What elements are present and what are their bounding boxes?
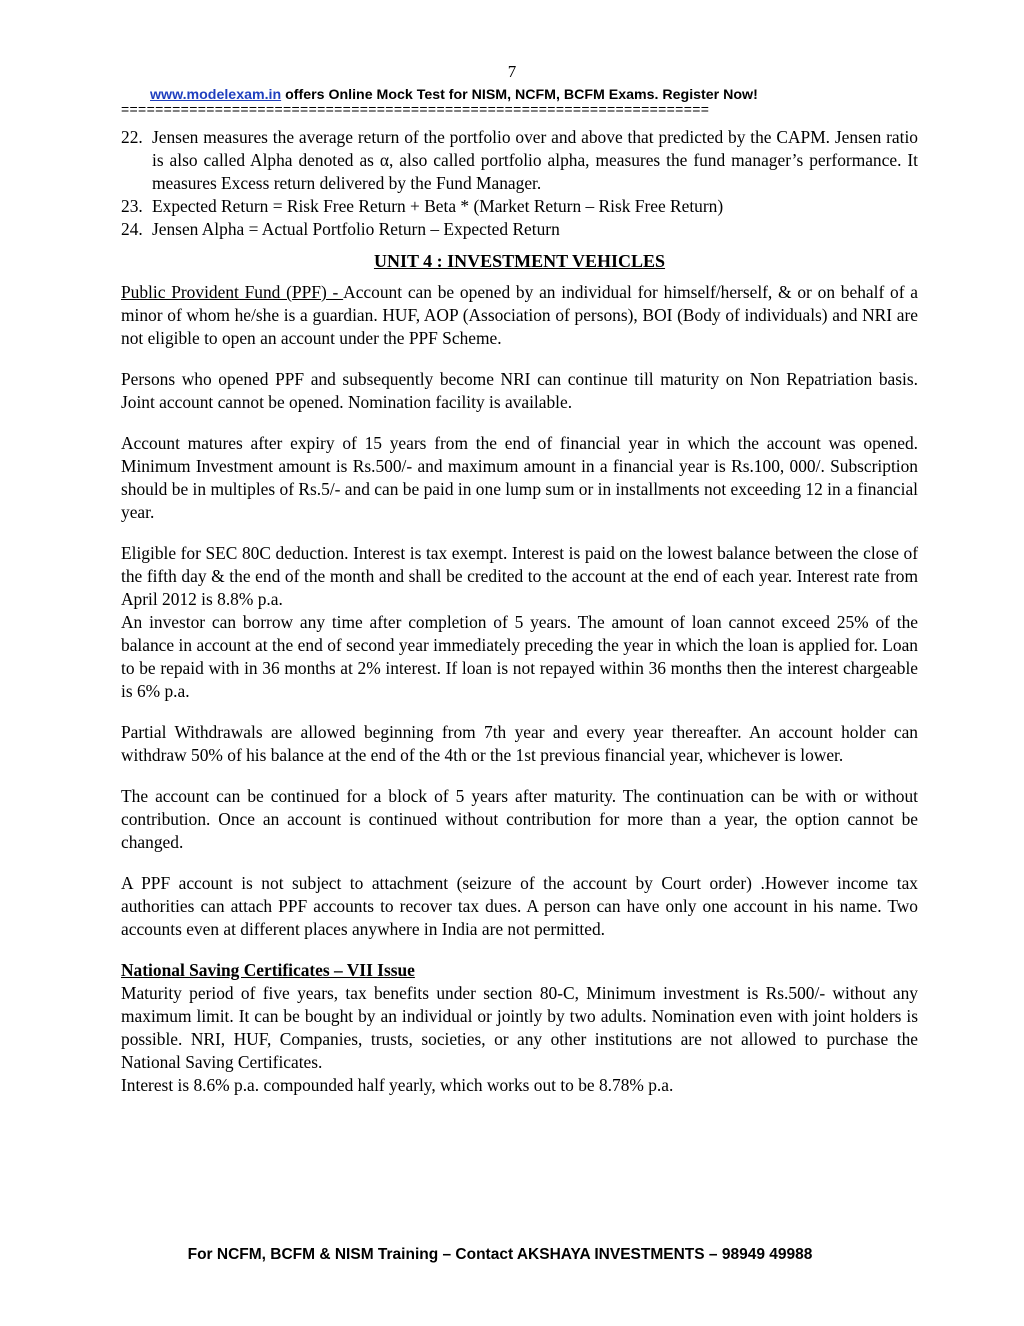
unit-title: UNIT 4 : INVESTMENT VEHICLES <box>373 251 666 271</box>
item-number: 22. <box>121 127 143 147</box>
ppf-tax-paragraph: Eligible for SEC 80C deduction. Interest is tax exempt. Interest is paid on the lowest balance between the close of the fifth day & the end of the month and shall be credited to the account at the end of each year. Interest rate from April 2012 is 8.8% p.a. <box>121 543 918 609</box>
nsc-paragraph: Maturity period of five years, tax benefits under section 80-C, Minimum investment is Rs.500/- without any maximum limit. It can be bought by an individual or jointly by two adults. Nomination even with joint holders is possible. NRI, HUF, Companies, trusts, societies, or any other institutions are not allowed to purchase the National Saving Certificates. <box>121 983 918 1072</box>
list-item <box>121 126 918 195</box>
ppf-nri-paragraph: Persons who opened PPF and subsequently become NRI can continue till maturity on Non Repatriation basis. Joint account cannot be opened. Nomination facility is available. <box>121 369 918 412</box>
header-divider: ===================================================================== <box>121 102 710 116</box>
ppf-loan-paragraph: An investor can borrow any time after completion of 5 years. The amount of loan cannot exceed 25% of the balance in account at the end of second year immediately preceding the year in which the loan is applied for. Loan to be repaid with in 36 months at 2% interest. If loan is not repayed within 36 months then the interest chargeable is 6% p.a. <box>121 612 918 701</box>
item-text: Jensen Alpha = Actual Portfolio Return – Expected Return <box>152 219 560 239</box>
page-content <box>121 126 918 1097</box>
ppf-withdrawal-paragraph: Partial Withdrawals are allowed beginning from 7th year and every year thereafter. An account holder can withdraw 50% of his balance at the end of the 4th or the 1st previous financial year, whichever is lower. <box>121 722 918 765</box>
page-footer: For NCFM, BCFM & NISM Training – Contact AKSHAYA INVESTMENTS – 98949 49988 <box>187 1246 813 1263</box>
ppf-maturity-paragraph: Account matures after expiry of 15 years from the end of financial year in which the account was opened. Minimum Investment amount is Rs.500/- and maximum amount in a financial year is Rs.100, 000/. Subscription should be in multiples of Rs.5/- and can be paid in one lump sum or in installments not exceeding 12 in a financial year. <box>121 433 918 522</box>
ppf-label: Public Provident Fund (PPF) - <box>121 282 344 302</box>
nsc-interest-paragraph: Interest is 8.6% p.a. compounded half yearly, which works out to be 8.78% p.a. <box>121 1075 674 1095</box>
item-text: Expected Return = Risk Free Return + Beta * (Market Return – Risk Free Return) <box>152 196 724 216</box>
ppf-attachment-paragraph: A PPF account is not subject to attachment (seizure of the account by Court order) .However income tax authorities can attach PPF accounts to recover tax dues. A person can have only one account in his name. Two accounts even at different places anywhere in India are not permitted. <box>121 873 918 939</box>
list-item <box>121 195 918 218</box>
page-number: 7 <box>507 62 517 81</box>
header-tagline: offers Online Mock Test for NISM, NCFM, BCFM Exams. Register Now! <box>281 87 758 103</box>
ppf-intro-paragraph <box>121 281 918 350</box>
ppf-continuation-paragraph: The account can be continued for a block of 5 years after maturity. The continuation can be with or without contribution. Once an account is continued without contribution for more than a year, the option cannot be changed. <box>121 786 918 852</box>
nsc-section-title: National Saving Certificates – VII Issue <box>121 960 415 980</box>
item-text: Jensen measures the average return of the portfolio over and above that predicted by the CAPM. Jensen ratio is also called Alpha denoted as α, also called portfolio alpha, measures the fund manager’s performance. It measures Excess return delivered by the Fund Manager. <box>152 127 918 193</box>
list-item <box>121 218 918 241</box>
item-number: 24. <box>121 219 143 239</box>
numbered-list <box>121 126 918 241</box>
ppf-intro-text: Account can be opened by an individual for himself/herself, & or on behalf of a minor of whom he/she is a guardian. HUF, AOP (Association of persons), BOI (Body of individuals) and NRI are not eligible to open an account under the PPF Scheme. <box>121 282 918 348</box>
item-number: 23. <box>121 196 143 216</box>
website-link[interactable]: www.modelexam.in <box>150 87 282 103</box>
